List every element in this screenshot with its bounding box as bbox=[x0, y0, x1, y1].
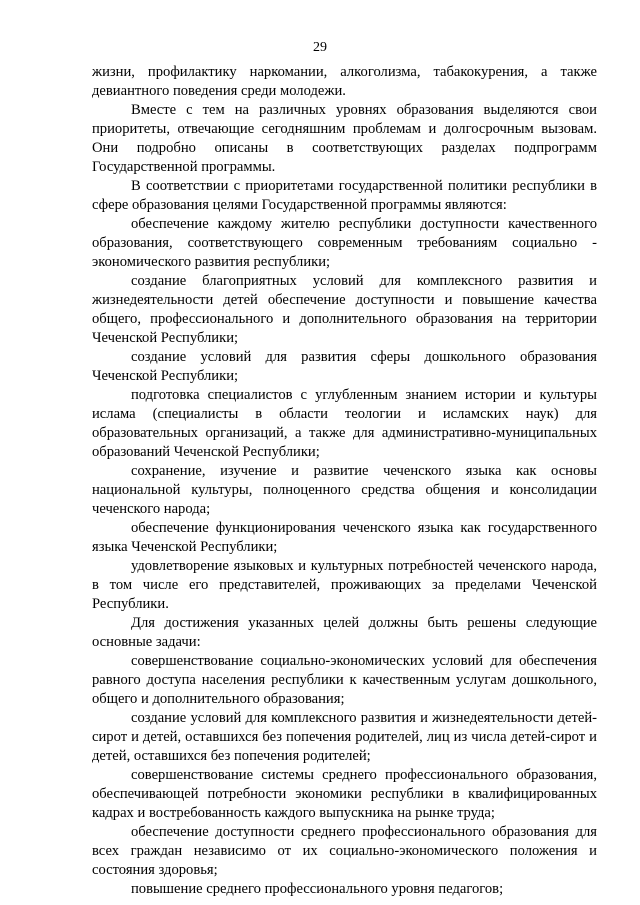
paragraph: обеспечение доступности среднего профессионального образования для всех граждан независимо от их социально-экономического положения и состояния здоровья; bbox=[92, 824, 597, 878]
paragraph: обеспечение каждому жителю республики доступности качественного образования, соответствующего современным требованиям социально - экономического развития республики; bbox=[92, 216, 597, 270]
paragraph: В соответствии с приоритетами государственной политики республики в сфере образования целями Государственной программы являются: bbox=[92, 178, 597, 213]
paragraph: обеспечение функционирования чеченского языка как государственного языка Чеченской Республики; bbox=[92, 520, 597, 555]
body-text bbox=[92, 63, 597, 899]
paragraph: подготовка специалистов с углубленным знанием истории и культуры ислама (специалисты в области теологии и исламских наук) для образовательных организаций, а также для административно-муниципальных образований Чеченской Республики; bbox=[92, 387, 597, 460]
paragraph: Вместе с тем на различных уровнях образования выделяются свои приоритеты, отвечающие сегодняшним проблемам и долгосрочным вызовам. Они подробно описаны в соответствующих разделах подпрограмм Государственной программы. bbox=[92, 102, 597, 175]
paragraph: совершенствование системы среднего профессионального образования, обеспечивающей потребности экономики республики в квалифицированных кадрах и востребованность каждого выпускника на рынке труда; bbox=[92, 767, 597, 821]
paragraph: сохранение, изучение и развитие чеченского языка как основы национальной культуры, полноценного средства общения и консолидации чеченского народа; bbox=[92, 463, 597, 517]
paragraph: создание условий для комплексного развития и жизнедеятельности детей-сирот и детей, оставшихся без попечения родителей, лиц из числа детей-сирот и детей, оставшихся без попечения родителей; bbox=[92, 710, 597, 764]
paragraph: создание благоприятных условий для комплексного развития и жизнедеятельности детей обеспечение доступности и повышение качества общего, профессионального и дополнительного образования на территории Чеченской Республики; bbox=[92, 273, 597, 346]
page-number: 29 bbox=[313, 40, 327, 55]
paragraph: Для достижения указанных целей должны быть решены следующие основные задачи: bbox=[92, 615, 597, 650]
paragraph: создание условий для развития сферы дошкольного образования Чеченской Республики; bbox=[92, 349, 597, 384]
paragraph: совершенствование социально-экономических условий для обеспечения равного доступа населения республики к качественным услугам дошкольного, общего и дополнительного образования; bbox=[92, 653, 597, 707]
paragraph: повышение среднего профессионального уровня педагогов; bbox=[131, 881, 504, 897]
paragraph: удовлетворение языковых и культурных потребностей чеченского народа, в том числе его представителей, проживающих за пределами Чеченской Республики. bbox=[92, 558, 597, 612]
paragraph: жизни, профилактику наркомании, алкоголизма, табакокурения, а также девиантного поведения среди молодежи. bbox=[92, 64, 597, 99]
